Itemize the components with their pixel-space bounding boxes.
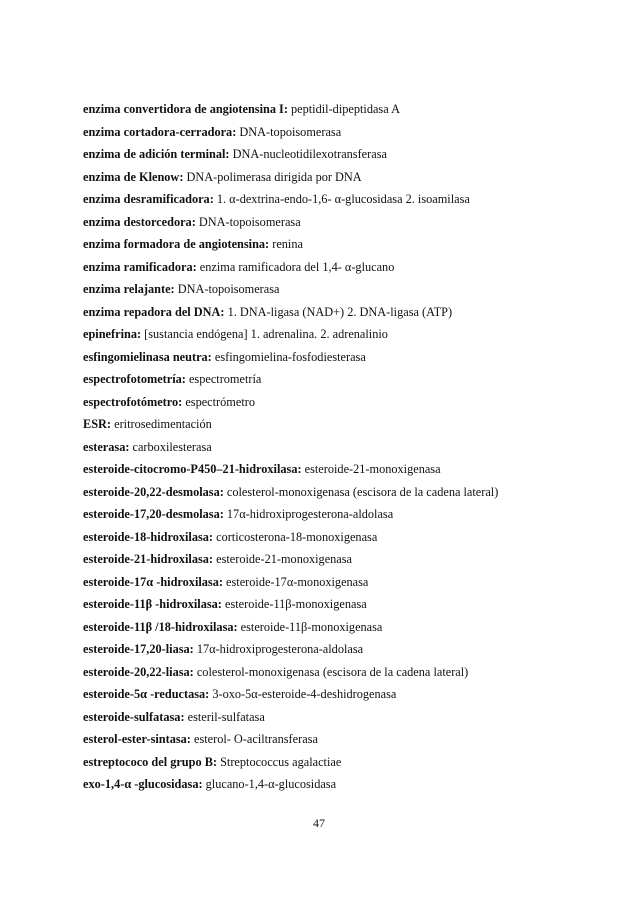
entry-term: esteroide-5α -reductasa: (83, 687, 210, 702)
entry-definition: esteroide-11β-monoxigenasa (237, 619, 383, 634)
entry-term: enzima relajante: (83, 282, 175, 297)
entry-term: esteroide-11β /18-hidroxilasa: (83, 619, 238, 634)
glossary-entry (83, 391, 603, 414)
entry-term: esteroide-20,22-liasa: (83, 664, 194, 679)
entry-term: enzima desramificadora: (83, 192, 214, 207)
entry-definition: 1. α-dextrina-endo-1,6- α-glucosidasa 2. isoamilasa (213, 192, 470, 207)
glossary-entry (83, 121, 603, 144)
page-number: 47 (313, 816, 325, 830)
entry-definition: peptidil-dipeptidasa A (287, 102, 400, 116)
entry-definition: esteroide-21-monoxigenasa (213, 552, 353, 567)
entry-definition: eritrosedimentación (111, 417, 212, 432)
entry-term: enzima destorcedora: (83, 214, 196, 229)
glossary-entry (83, 706, 603, 729)
entry-term: esfingomielinasa neutra: (83, 349, 212, 364)
entry-definition: DNA-polimerasa dirigida por DNA (183, 169, 362, 184)
entry-term: enzima de Klenow: (83, 169, 184, 184)
glossary-entry (83, 638, 603, 661)
glossary-entry (83, 458, 603, 481)
glossary-entry (83, 413, 603, 436)
entry-definition: DNA-topoisomerasa (195, 214, 301, 229)
entry-definition: 3-oxo-5α-esteroide-4-deshidrogenasa (209, 687, 397, 702)
entry-definition: esteroide-11β-monoxigenasa (221, 597, 367, 612)
entry-term: enzima repadora del DNA: (83, 304, 225, 319)
entry-definition: renina (269, 237, 303, 252)
glossary-entry (83, 346, 603, 369)
glossary-entry (83, 683, 603, 706)
glossary-entry (83, 481, 603, 504)
entry-definition: esteroide-21-monoxigenasa (301, 462, 441, 477)
entry-term: esteroide-sulfatasa: (83, 709, 185, 724)
entry-term: esteroide-21-hidroxilasa: (83, 552, 214, 567)
entry-definition: esteroide-17α-monoxigenasa (222, 574, 369, 589)
entry-definition: 17α-hidroxiprogesterona-aldolasa (223, 507, 394, 522)
entry-term: enzima cortadora-cerradora: (83, 124, 237, 139)
entry-definition: espectrómetro (182, 394, 255, 409)
entry-definition: esfingomielina-fosfodiesterasa (211, 349, 366, 364)
glossary-entry (83, 773, 603, 796)
glossary-entry (83, 211, 603, 234)
entry-definition: DNA-nucleotidilexotransferasa (229, 147, 387, 162)
entry-term: enzima convertidora de angiotensina I: (83, 102, 288, 116)
entry-term: enzima formadora de angiotensina: (83, 237, 270, 252)
entry-definition: carboxilesterasa (129, 439, 212, 454)
glossary-entry (83, 233, 603, 256)
glossary-entry (83, 301, 603, 324)
entry-term: espectrofotometría: (83, 372, 186, 387)
glossary-entry (83, 503, 603, 526)
entry-term: esteroide-17,20-desmolasa: (83, 507, 224, 522)
glossary-entry (83, 188, 603, 211)
entry-definition: 1. DNA-ligasa (NAD+) 2. DNA-ligasa (ATP) (224, 304, 453, 319)
glossary-entry (83, 278, 603, 301)
glossary-entry (83, 661, 603, 684)
entry-definition: 17α-hidroxiprogesterona-aldolasa (193, 642, 364, 657)
entry-definition: Streptococcus agalactiae (217, 754, 342, 769)
entry-term: esteroide-17α -hidroxilasa: (83, 574, 223, 589)
glossary-entry (83, 323, 603, 346)
entry-term: esterasa: (83, 439, 130, 454)
entry-term: esteroide-citocromo-P450–21-hidroxilasa: (83, 462, 302, 477)
entry-term: enzima ramificadora: (83, 259, 197, 274)
glossary-entry (83, 593, 603, 616)
entry-definition: colesterol-monoxigenasa (escisora de la cadena lateral) (223, 484, 499, 499)
entry-term: exo-1,4-α -glucosidasa: (83, 777, 203, 792)
glossary-entry (83, 436, 603, 459)
entry-definition: DNA-topoisomerasa (174, 282, 280, 297)
entry-term: esteroide-11β -hidroxilasa: (83, 597, 222, 612)
glossary-entry (83, 751, 603, 774)
glossary-entry (83, 143, 603, 166)
entry-term: espectrofotómetro: (83, 394, 183, 409)
entry-definition: [sustancia endógena] 1. adrenalina. 2. adrenalinio (141, 327, 388, 342)
entry-term: esteroide-20,22-desmolasa: (83, 484, 224, 499)
entry-term: esteroide-18-hidroxilasa: (83, 529, 214, 544)
glossary-entry (83, 728, 603, 751)
entry-definition: glucano-1,4-α-glucosidasa (202, 777, 337, 792)
entry-definition: espectrometría (185, 372, 262, 387)
entry-definition: enzima ramificadora del 1,4- α-glucano (196, 259, 395, 274)
entry-term: epinefrina: (83, 327, 142, 342)
entry-definition: esterol- O-aciltransferasa (190, 732, 318, 747)
glossary-entry (83, 526, 603, 549)
entry-definition: esteril-sulfatasa (184, 709, 265, 724)
glossary-entry (83, 548, 603, 571)
entry-definition: corticosterona-18-monoxigenasa (213, 529, 378, 544)
glossary-entry (83, 368, 603, 391)
glossary-entry (83, 166, 603, 189)
entry-term: esterol-ester-sintasa: (83, 732, 191, 747)
entry-term: enzima de adición terminal: (83, 147, 230, 162)
entry-term: esteroide-17,20-liasa: (83, 642, 194, 657)
glossary-entry (83, 571, 603, 594)
entry-definition: colesterol-monoxigenasa (escisora de la cadena lateral) (193, 664, 469, 679)
glossary-entry (83, 616, 603, 639)
glossary-entry (83, 256, 603, 279)
glossary-list (83, 98, 603, 796)
entry-term: ESR: (83, 417, 112, 432)
entry-definition: DNA-topoisomerasa (236, 124, 342, 139)
glossary-entry (83, 98, 603, 121)
entry-term: estreptococo del grupo B: (83, 754, 217, 769)
